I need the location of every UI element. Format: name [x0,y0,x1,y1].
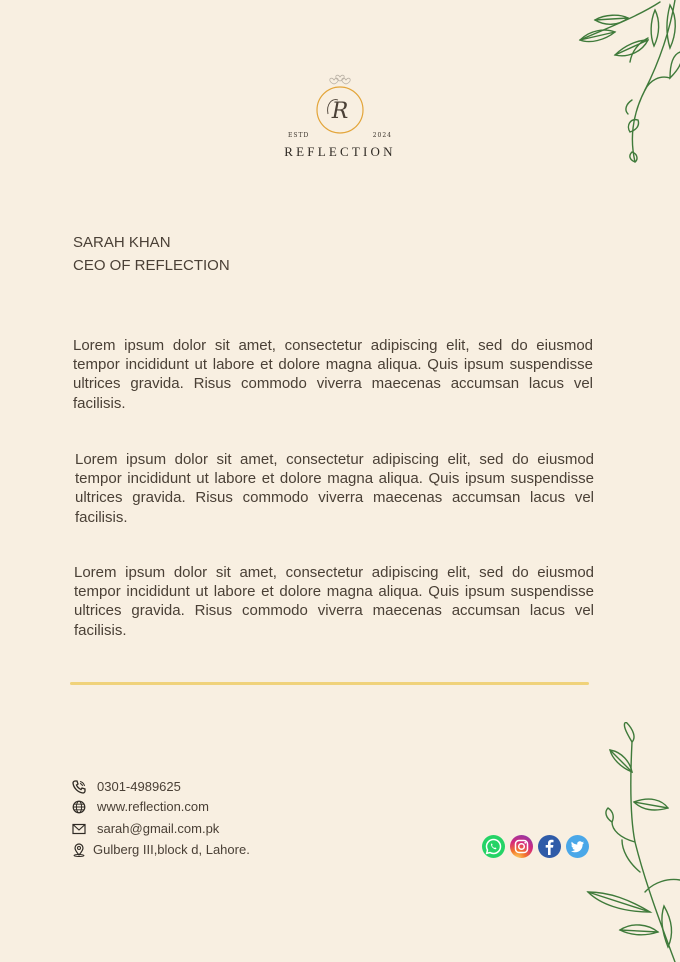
established-year: 2024 [372,132,392,139]
street-address: Gulberg III,block d, Lahore. [93,842,250,857]
twitter-icon[interactable] [566,835,589,858]
website-url: www.reflection.com [97,799,209,814]
gold-divider [70,682,589,685]
monogram-letter: R [331,99,349,124]
monogram-emblem [312,74,368,134]
email-address: sarah@gmail.com.pk [97,821,220,836]
sender-name: SARAH KHAN [73,234,171,251]
company-logo [280,74,400,164]
body-paragraph: Lorem ipsum dolor sit amet, consectetur adipiscing elit, sed do eiusmod tempor incididunt ut labore et dolore magna aliqua. Quis ipsum suspendisse ultrices gravida. Risus commodo viverra maecenas accumsan lacus vel facilisis. [73,337,593,412]
sender-title: CEO OF REFLECTION [73,257,230,274]
body-paragraph: Lorem ipsum dolor sit amet, consectetur adipiscing elit, sed do eiusmod tempor incididunt ut labore et dolore magna aliqua. Quis ipsum suspendisse ultrices gravida. Risus commodo viverra maecenas accumsan lacus vel facilisis. [74,564,594,639]
whatsapp-icon[interactable] [482,835,505,858]
estd-label: ESTD [288,132,310,139]
location-pin-icon [72,843,86,857]
leaf-decoration-top [520,0,680,170]
phone-icon [72,780,86,794]
instagram-icon[interactable] [510,835,533,858]
sender-block [73,231,230,277]
envelope-icon [72,822,86,836]
globe-icon [72,800,86,814]
brand-name: REFLECTION [284,144,396,159]
phone-number: 0301-4989625 [97,779,181,794]
social-links [482,835,592,859]
body-paragraph: Lorem ipsum dolor sit amet, consectetur adipiscing elit, sed do eiusmod tempor incididunt ut labore et dolore magna aliqua. Quis ipsum suspendisse ultrices gravida. Risus commodo viverra maecenas accumsan lacus vel facilisis. [75,451,594,526]
facebook-icon[interactable] [538,835,561,858]
